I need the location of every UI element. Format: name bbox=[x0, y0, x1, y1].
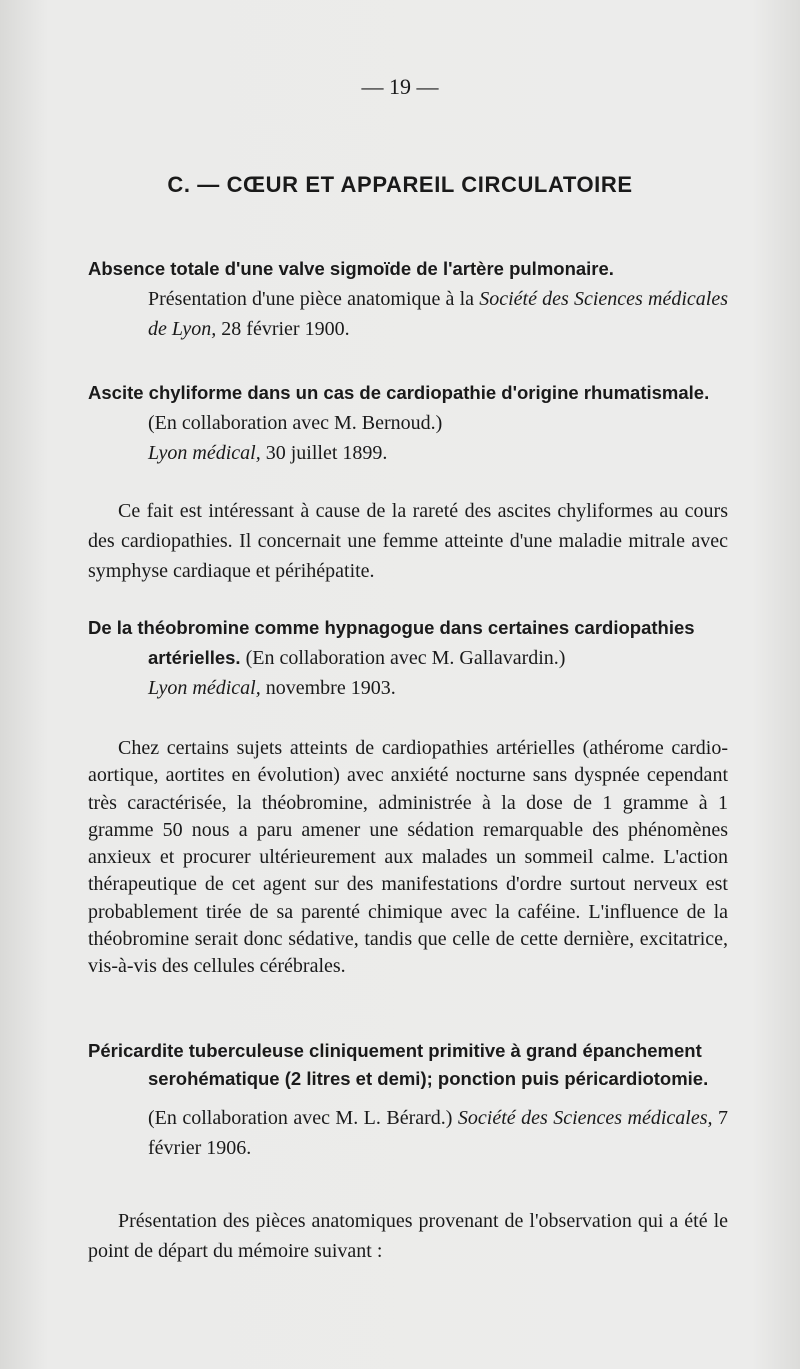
entry-4-collab: (En collaboration avec M. L. Bérard.) bbox=[148, 1107, 453, 1129]
entry-4-body: Présentation des pièces anatomiques provenant de l'observation qui a été le point de départ du mémoire suivant : bbox=[88, 1210, 728, 1262]
entry-3-reference bbox=[88, 673, 728, 703]
entry-1-title: Absence totale d'une valve sigmoïde de l'artère pulmonaire. bbox=[88, 258, 614, 279]
entry-3 bbox=[88, 613, 728, 703]
entry-2-journal: Lyon médical, bbox=[148, 442, 261, 464]
entry-2-title: Ascite chyliforme dans un cas de cardiopathie d'origine rhumatismale. bbox=[88, 382, 710, 403]
entry-2-body: Ce fait est intéressant à cause de la rareté des ascites chyliformes au cours des cardiopathies. Il concernait une femme atteinte d'une maladie mitrale avec symphyse cardiaque et périhépatite. bbox=[88, 500, 728, 582]
entry-2-reference bbox=[88, 438, 728, 468]
entry-3-collab: (En collaboration avec M. Gallavardin.) bbox=[245, 647, 566, 669]
entry-1-reference bbox=[88, 284, 728, 344]
entry-2-heading bbox=[88, 378, 728, 438]
entry-3-journal: Lyon médical, bbox=[148, 677, 261, 699]
entry-1 bbox=[88, 254, 728, 344]
entry-4-journal: Société des Sciences médicales, bbox=[457, 1107, 713, 1129]
entry-3-body: Chez certains sujets atteints de cardiopathies artérielles (athérome cardio-aortique, aortites en évolution) avec anxiété nocturne sans dyspnée cependant très caractérisée, la théobromine, administrée à la dose de 1 gramme à 1 gramme 50 nous a paru amener une sédation remarquable des phénomènes anxieux et procurer ultérieurement aux malades un sommeil calme. L'action thérapeutique de cet agent sur des manifestations d'ordre surtout nerveux est probablement tirée de sa parenté chimique avec la caféine. L'influence de la théobromine serait donc sédative, tandis que celle de cette dernière, excitatrice, vis-à-vis des cellules cérébrales. bbox=[88, 737, 728, 978]
entry-2-collab: (En collaboration avec M. Bernoud.) bbox=[148, 412, 443, 434]
entry-2-date: 30 juillet 1899. bbox=[265, 442, 388, 464]
entry-4-reference bbox=[88, 1103, 728, 1163]
page-number: — 19 — bbox=[361, 74, 439, 99]
entry-3-heading bbox=[88, 613, 728, 673]
entry-4-title: Péricardite tuberculeuse cliniquement primitive à grand épanchement serohématique (2 litres et demi); ponction puis péricardiotomie. bbox=[88, 1040, 709, 1089]
entry-4 bbox=[88, 1037, 728, 1163]
entry-1-ref-text: Présentation d'une pièce anatomique à la bbox=[148, 288, 475, 310]
entry-4-date: 7 février 1906. bbox=[148, 1107, 728, 1159]
entry-2 bbox=[88, 378, 728, 468]
entry-3-date: novembre 1903. bbox=[265, 677, 396, 699]
entry-1-ref-journal: Société des Sciences médicales de Lyon, bbox=[148, 288, 728, 340]
section-title: C. — CŒUR ET APPAREIL CIRCULATOIRE bbox=[167, 172, 633, 197]
entry-3-title: De la théobromine comme hypnagogue dans certaines cardiopathies artérielles. bbox=[88, 617, 695, 668]
entry-1-ref-date: 28 février 1900. bbox=[221, 318, 350, 340]
